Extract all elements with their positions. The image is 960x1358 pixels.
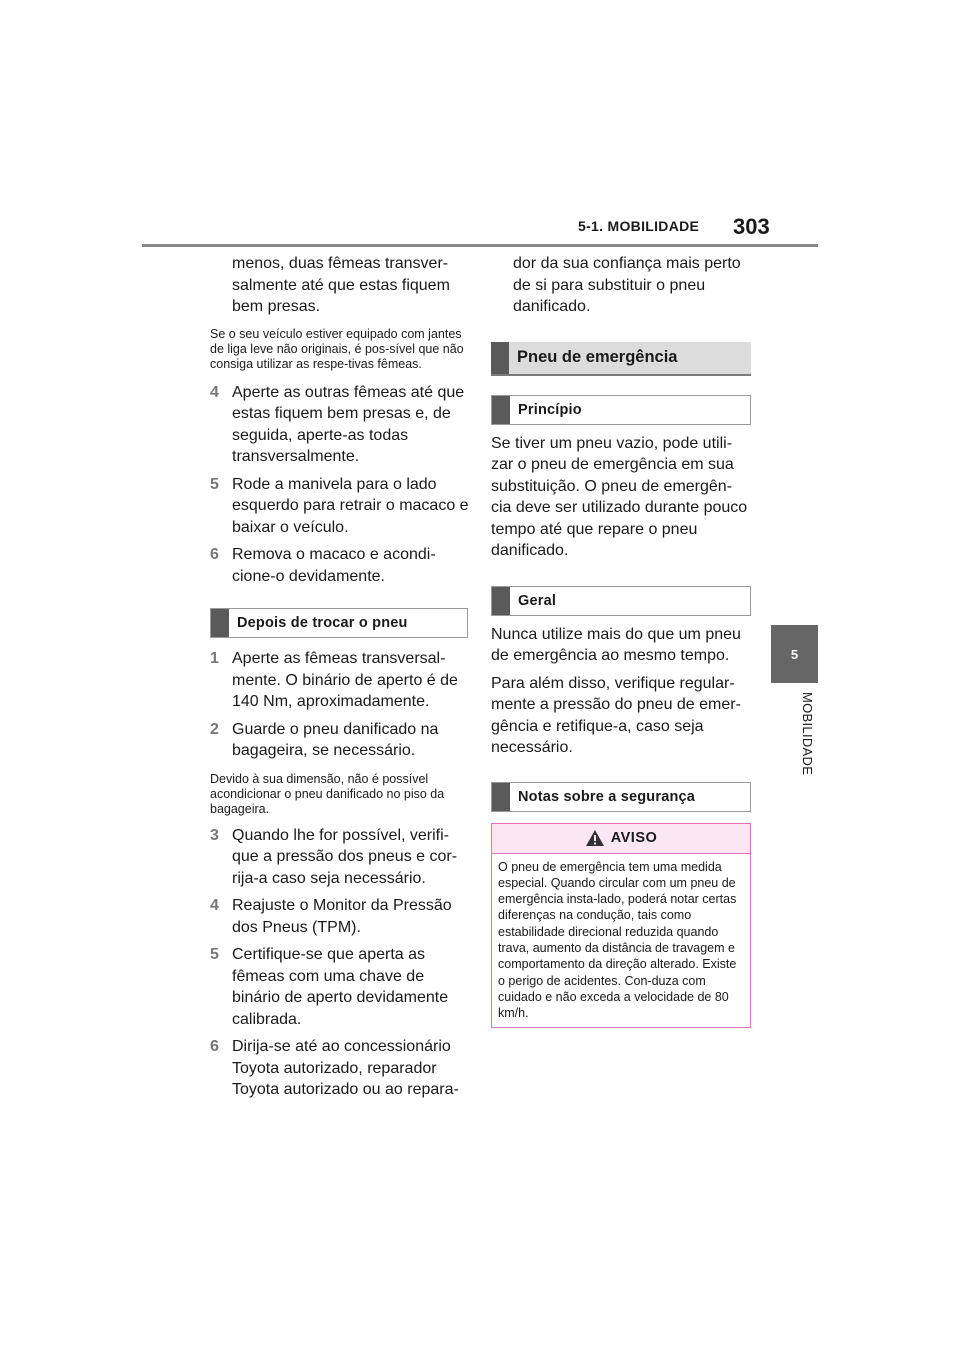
- step-item: [210, 1036, 470, 1101]
- chapter-tab: 5: [771, 625, 818, 683]
- step-text: Aperte as outras fêmeas até que estas fiquem bem presas e, de seguida, aperte-as todas transversalmente.: [232, 383, 465, 465]
- step-text: Dirija-se até ao concessionário Toyota autorizado, reparador Toyota autorizado ou ao repara-: [232, 1038, 459, 1098]
- heading-bar: [211, 609, 229, 637]
- warning-title: AVISO: [610, 830, 658, 846]
- section-title: 5-1. MOBILIDADE: [578, 218, 700, 234]
- heading-spare-tyre: [491, 342, 751, 376]
- note-alloy-wheels: Se o seu veículo estiver equipado com jantes de liga leve não originais, é pos-sível que não consiga utilizar as respe-tivas fêmeas.: [210, 326, 464, 371]
- heading-label: Notas sobre a segurança: [518, 788, 696, 805]
- step-number: 5: [210, 475, 219, 493]
- warning-triangle-icon: [585, 829, 605, 847]
- heading-label: Depois de trocar o pneu: [237, 615, 408, 631]
- step-item: [210, 474, 470, 539]
- step-number: 4: [210, 897, 219, 914]
- general-text-2: Para além disso, verifique regular-mente a pressão do pneu de emer-gência e retifique-a, caso seja necessário.: [491, 674, 741, 756]
- step-number: 2: [210, 720, 219, 738]
- step-text: Rode a manivela para o lado esquerdo para retrair o macaco e baixar o veículo.: [232, 475, 469, 536]
- right-column: [491, 253, 751, 1028]
- step-item: [210, 719, 470, 762]
- step-list-c: [210, 825, 470, 1101]
- step-number: 4: [210, 383, 219, 401]
- step-item: [210, 648, 470, 713]
- continued-step-text: dor da sua confiança mais perto de si para substituir o pneu danificado.: [513, 255, 741, 315]
- heading-bar: [492, 783, 510, 811]
- general-text-1: Nunca utilize mais do que um pneu de emergência ao mesmo tempo.: [491, 625, 741, 664]
- heading-bar: [492, 587, 510, 615]
- step-number: 3: [210, 826, 219, 844]
- heading-safety-notes: [491, 782, 751, 812]
- heading-principle: [491, 395, 751, 425]
- step-number: 6: [210, 546, 219, 563]
- warning-box: [491, 823, 751, 1029]
- step-item: [210, 944, 470, 1030]
- note-luggage-floor: Devido à sua dimensão, não é possível acondicionar o pneu danificado no piso da bagageira.: [210, 771, 445, 816]
- heading-bar: [491, 342, 509, 374]
- warning-text: O pneu de emergência tem uma medida especial. Quando circular com um pneu de emergência insta-lado, poderá notar certas diferenças na condução, tais como estabilidade direcional reduzida quando trava, aumento da distância de travagem e comportamento da direção alterado. Existe o perigo de acidentes. Con-duza com cuidado e não exceda a velocidade de 80 km/h.: [498, 859, 737, 1021]
- warning-header: [492, 824, 750, 854]
- step-number: 6: [210, 1038, 219, 1055]
- step-item: [210, 544, 470, 587]
- principle-text: Se tiver um pneu vazio, pode utili-zar o pneu de emergência em sua substituição. O pneu de emergên-cia deve ser utilizado durante pouco tempo até que repare o pneu danificado.: [491, 434, 748, 559]
- heading-bar: [492, 396, 510, 424]
- step-text: Aperte as fêmeas transversal-mente. O binário de aperto é de 140 Nm, aproximadamente.: [232, 650, 458, 710]
- heading-after-tyre-change: [210, 608, 468, 638]
- heading-label: Geral: [518, 592, 557, 609]
- left-column: [210, 253, 470, 1101]
- step-text: Certifique-se que aperta as fêmeas com uma chave de binário de aperto devidamente calibrada.: [232, 946, 449, 1028]
- step-item: [210, 382, 470, 468]
- step-item: [210, 895, 470, 938]
- continued-step-text: menos, duas fêmeas transver-salmente até que estas fiquem bem presas.: [232, 255, 450, 315]
- heading-label: Princípio: [518, 401, 582, 418]
- chapter-tab-label: MOBILIDADE: [800, 692, 815, 776]
- heading-label: Pneu de emergência: [517, 348, 678, 366]
- header-divider: [142, 244, 818, 247]
- step-list-a: [210, 382, 470, 588]
- step-number: 5: [210, 946, 219, 963]
- step-text: Remova o macaco e acondi-cione-o devidamente.: [232, 546, 436, 585]
- step-text: Reajuste o Monitor da Pressão dos Pneus (TPM).: [232, 897, 452, 936]
- heading-general: [491, 586, 751, 616]
- step-number: 1: [210, 650, 219, 667]
- step-text: Guarde o pneu danificado na bagageira, se necessário.: [232, 720, 439, 759]
- step-list-b: [210, 648, 470, 762]
- step-text: Quando lhe for possível, verifi-que a pressão dos pneus e cor-rija-a caso seja necessário.: [232, 826, 458, 887]
- step-item: [210, 825, 470, 890]
- page-number: 303: [733, 214, 770, 239]
